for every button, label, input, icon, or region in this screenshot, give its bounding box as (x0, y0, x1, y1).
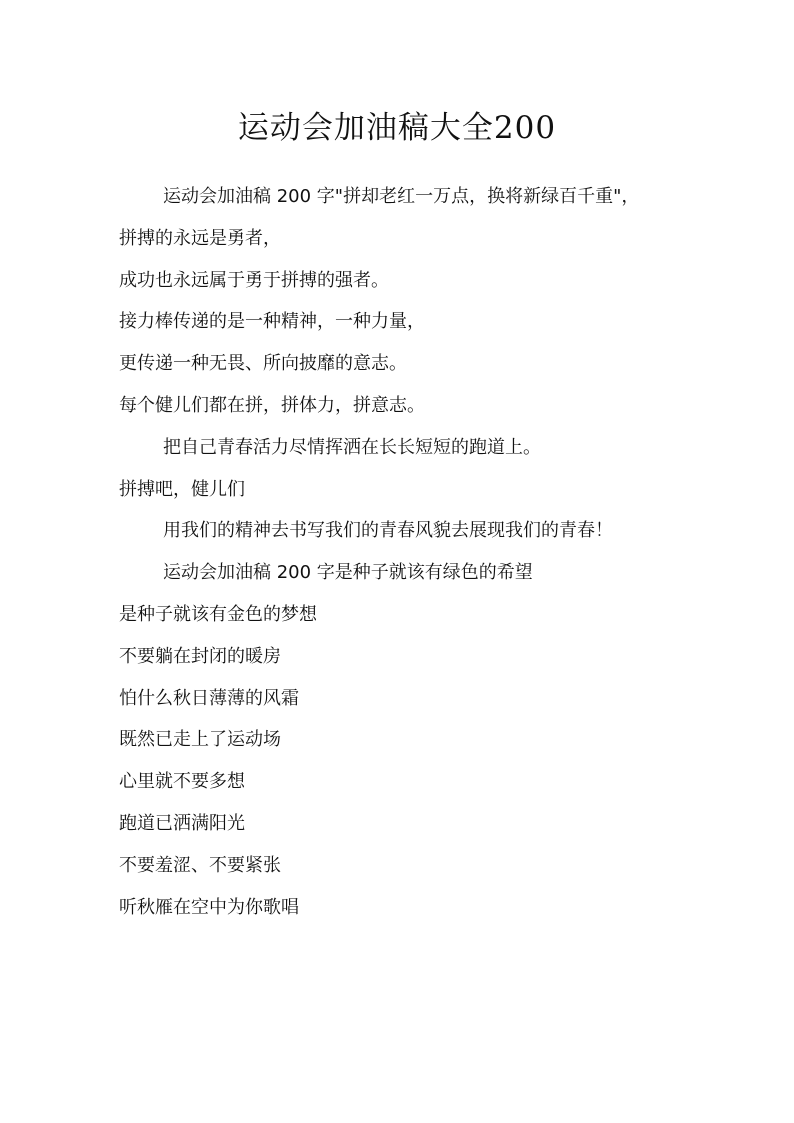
paragraph: 拼搏吧，健儿们 (119, 478, 245, 500)
paragraph: 成功也永远属于勇于拼搏的强者。 (119, 269, 389, 291)
paragraph: 是种子就该有金色的梦想 (119, 603, 317, 625)
paragraph: 用我们的精神去书写我们的青春风貌去展现我们的青春！ (163, 520, 613, 542)
paragraph: 运动会加油稿 200 字是种子就该有绿色的希望 (163, 562, 533, 584)
paragraph: 既然已走上了运动场 (119, 729, 281, 751)
paragraph: 运动会加油稿 200 字"拼却老红一万点，换将新绿百千重"， (163, 186, 640, 207)
paragraph: 跑道已洒满阳光 (119, 812, 245, 834)
paragraph: 怕什么秋日薄薄的风霜 (119, 687, 299, 709)
document-body (119, 176, 679, 928)
paragraph: 接力棒传递的是一种精神，一种力量， (119, 311, 425, 333)
paragraph: 每个健儿们都在拼，拼体力，拼意志。 (119, 394, 425, 416)
paragraph: 听秋雁在空中为你歌唱 (119, 896, 299, 918)
paragraph: 把自己青春活力尽情挥洒在长长短短的跑道上。 (163, 436, 541, 458)
page-title: 运动会加油稿大全200 (237, 110, 557, 146)
paragraph: 心里就不要多想 (119, 771, 245, 793)
paragraph: 更传递一种无畏、所向披靡的意志。 (119, 353, 407, 375)
paragraph: 不要羞涩、不要紧张 (119, 854, 281, 876)
paragraph: 不要躺在封闭的暖房 (119, 645, 281, 667)
paragraph: 拼搏的永远是勇者， (119, 227, 281, 249)
